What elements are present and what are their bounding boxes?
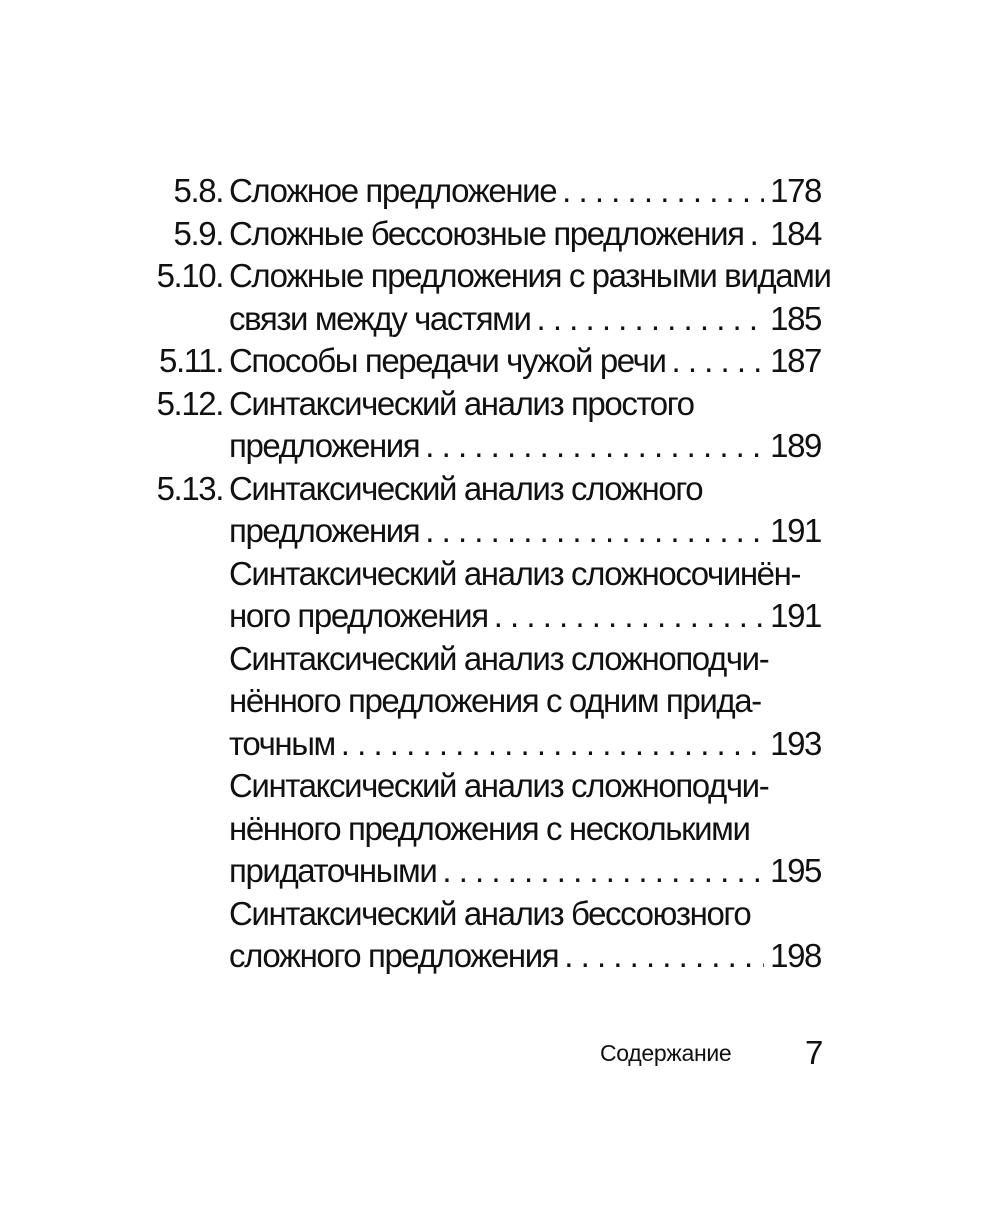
toc-entry-title: Способы передачи чужой речи <box>229 342 666 379</box>
toc-entry <box>145 170 821 213</box>
toc-entry-page: 193 <box>770 724 821 762</box>
toc-entry-title: Сложное предложение <box>229 172 557 209</box>
toc-entry <box>145 340 821 383</box>
toc-entry-number: 5.13. <box>156 469 223 507</box>
toc-entry <box>145 383 821 468</box>
toc-entry-line <box>145 425 821 468</box>
dot-leader <box>425 510 764 553</box>
toc-entry-line <box>145 935 821 978</box>
toc-entry <box>145 765 821 893</box>
toc-entry-line <box>145 255 831 298</box>
toc-entry-line <box>145 340 821 383</box>
toc-entry-title: Синтаксический анализ сложного <box>229 469 703 507</box>
toc-entry-line <box>145 553 821 596</box>
toc-entry-line <box>145 298 821 341</box>
toc-entry-line <box>145 723 821 766</box>
toc-entry-title: Синтаксический анализ сложноподчи- <box>229 767 769 804</box>
toc-entry-line <box>145 850 821 893</box>
toc-entry <box>145 553 821 638</box>
dot-leader <box>442 850 764 893</box>
page-number: 7 <box>805 1034 824 1071</box>
dot-leader <box>564 935 764 978</box>
toc-entry-page: 189 <box>770 427 821 464</box>
toc-entry-title: Сложные предложения с разными видами <box>229 257 831 294</box>
toc-entry <box>145 893 821 978</box>
toc-entry-title: связи между частями <box>229 299 531 337</box>
toc-entry <box>145 638 821 766</box>
toc-entry-title: сложного предложения <box>229 937 559 974</box>
toc-entry-number: 5.8. <box>173 172 223 209</box>
toc-entry-line <box>145 808 821 851</box>
toc-entry-page: 187 <box>770 342 821 379</box>
toc-entry-title: Синтаксический анализ сложносочинён- <box>229 554 801 592</box>
table-of-contents <box>145 170 831 978</box>
toc-entry <box>145 255 831 340</box>
toc-entry-line <box>145 680 821 723</box>
toc-entry-number: 5.9. <box>173 214 223 252</box>
toc-entry-line <box>145 595 821 638</box>
toc-entry-line <box>145 468 821 511</box>
toc-entry-title: Синтаксический анализ сложноподчи- <box>229 639 769 677</box>
toc-entry-page: 185 <box>770 299 821 337</box>
toc-entry-line <box>145 510 821 553</box>
toc-entry-page: 191 <box>770 597 821 634</box>
toc-entry-title: придаточными <box>229 852 437 889</box>
toc-entry-page: 195 <box>770 852 821 889</box>
dot-leader <box>562 170 764 213</box>
toc-entry-page: 178 <box>770 172 821 209</box>
toc-entry-title: предложения <box>229 512 420 549</box>
toc-entry-title: предложения <box>229 427 420 464</box>
dot-leader <box>671 340 764 383</box>
toc-entry-title: Сложные бессоюзные предложения <box>229 214 744 252</box>
toc-entry-title: нённого предложения с несколькими <box>229 809 750 847</box>
toc-entry-line <box>145 383 821 426</box>
toc-entry-title: нённого предложения с одним прида- <box>229 682 761 719</box>
toc-entry-title: ного предложения <box>229 597 488 634</box>
toc-entry-number: 5.12. <box>156 384 223 422</box>
toc-entry-page: 198 <box>770 937 821 974</box>
toc-entry-line <box>145 170 821 213</box>
toc-entry-number: 5.10. <box>156 257 223 294</box>
dot-leader <box>425 425 764 468</box>
toc-entry-line <box>145 765 821 808</box>
toc-entry <box>145 213 821 256</box>
toc-entry-title: точным <box>229 724 335 762</box>
toc-entry-title: Синтаксический анализ простого <box>229 384 694 422</box>
dot-leader <box>750 213 765 256</box>
toc-entry-line <box>145 638 821 681</box>
running-footer-title: Содержание <box>600 1040 732 1066</box>
toc-entry <box>145 468 821 553</box>
dot-leader <box>341 723 764 766</box>
dot-leader <box>494 595 764 638</box>
toc-entry-number: 5.11. <box>159 342 223 379</box>
toc-entry-line <box>145 893 821 936</box>
toc-entry-title: Синтаксический анализ бессоюзного <box>229 894 751 932</box>
toc-entry-line <box>145 213 821 256</box>
toc-entry-page: 184 <box>770 214 821 252</box>
dot-leader <box>536 298 764 341</box>
toc-entry-page: 191 <box>770 512 821 549</box>
